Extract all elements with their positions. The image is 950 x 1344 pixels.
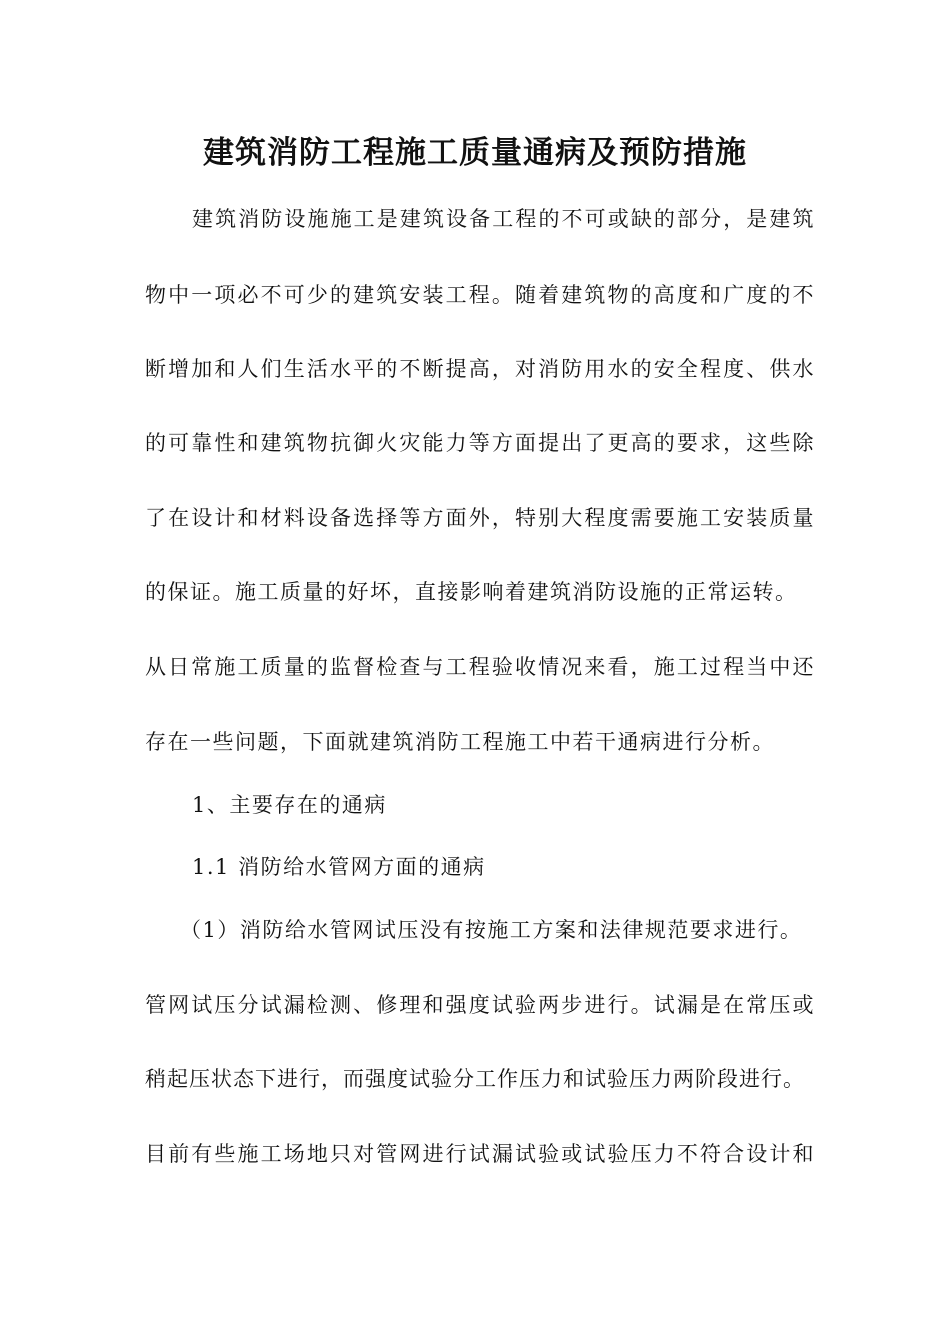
paragraph-line: 断增加和人们生活水平的不断提高，对消防用水的安全程度、供水 — [145, 357, 815, 381]
paragraph-line: 稍起压状态下进行，而强度试验分工作压力和试验压力两阶段进行。 — [145, 1067, 805, 1091]
paragraph-line: 的可靠性和建筑物抗御火灾能力等方面提出了更高的要求，这些除 — [145, 431, 815, 455]
paragraph-line: 的保证。施工质量的好坏，直接影响着建筑消防设施的正常运转。 — [145, 580, 798, 604]
document-title: 建筑消防工程施工质量通病及预防措施 — [203, 135, 747, 171]
paragraph-line: 建筑消防设施施工是建筑设备工程的不可或缺的部分，是建筑 — [192, 207, 815, 231]
paragraph-line: 存在一些问题，下面就建筑消防工程施工中若干通病进行分析。 — [145, 730, 775, 754]
paragraph-line: 从日常施工质量的监督检查与工程验收情况来看，施工过程当中还 — [145, 655, 815, 679]
paragraph-line: 了在设计和材料设备选择等方面外，特别大程度需要施工安装质量 — [145, 506, 815, 530]
paragraph-line: 物中一项必不可少的建筑安装工程。随着建筑物的高度和广度的不 — [145, 283, 815, 307]
subsection-heading: 1.1 消防给水管网方面的通病 — [192, 855, 486, 879]
paragraph-line: （1）消防给水管网试压没有按施工方案和法律规范要求进行。 — [180, 918, 803, 942]
paragraph-line: 目前有些施工场地只对管网进行试漏试验或试验压力不符合设计和 — [145, 1142, 815, 1166]
paragraph-line: 管网试压分试漏检测、修理和强度试验两步进行。试漏是在常压或 — [145, 993, 815, 1017]
section-heading: 1、主要存在的通病 — [192, 793, 387, 817]
